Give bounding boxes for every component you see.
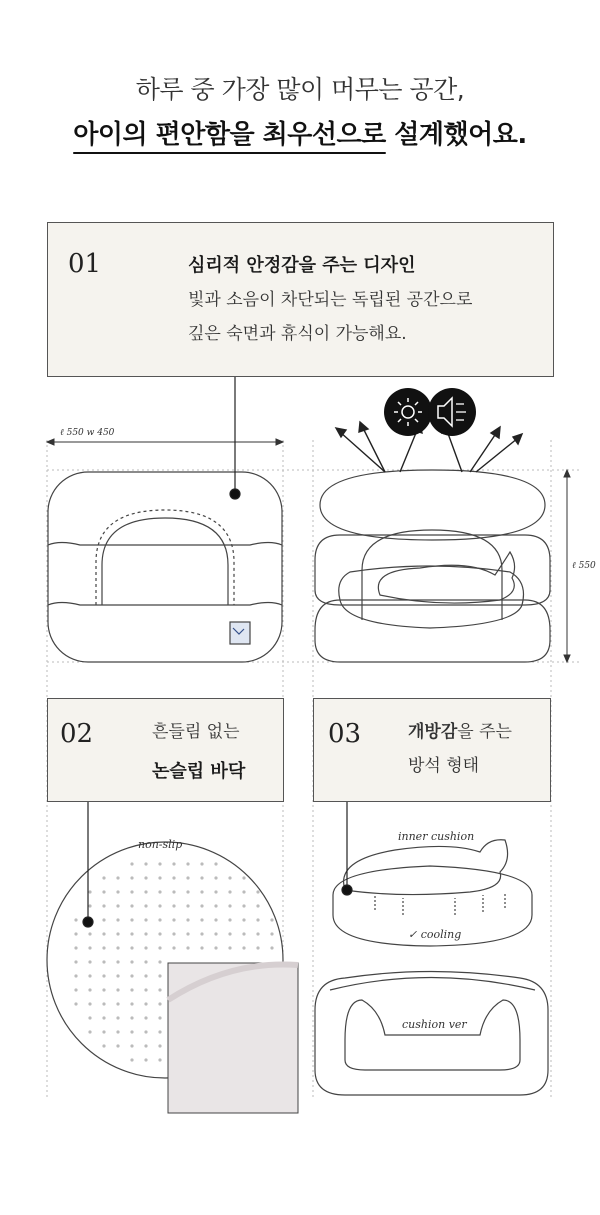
mat-dot — [200, 904, 203, 907]
mat-dot — [74, 918, 77, 921]
headline-line1: 하루 중 가장 많이 머무는 공간, — [135, 75, 465, 104]
cooling-label: ✓ cooling — [408, 928, 462, 941]
mat-dot — [270, 918, 273, 921]
mat-dot — [88, 1030, 91, 1033]
mat-dot — [242, 876, 245, 879]
mat-dot — [172, 904, 175, 907]
mat-dot — [116, 876, 119, 879]
mat-dot — [228, 904, 231, 907]
mat-dot — [200, 876, 203, 879]
mat-dot — [256, 946, 259, 949]
mat-dot — [256, 932, 259, 935]
mat-dot — [200, 932, 203, 935]
mat-dot — [158, 1044, 161, 1047]
feature-number: 01 — [68, 249, 102, 279]
mat-dot — [256, 890, 259, 893]
mat-dot — [186, 946, 189, 949]
cushion-ver-label: cushion ver — [402, 1018, 467, 1031]
mat-dot — [256, 918, 259, 921]
headline-rest-text: 설계했어요. — [385, 120, 527, 150]
feature-box-02 — [47, 698, 284, 802]
mat-dot — [214, 918, 217, 921]
mat-dot — [186, 918, 189, 921]
feature-box-03 — [313, 698, 551, 802]
mat-dot — [130, 946, 133, 949]
mat-dot — [158, 932, 161, 935]
mat-dot — [130, 1030, 133, 1033]
mat-dot — [172, 876, 175, 879]
mat-dot — [116, 1016, 119, 1019]
mat-dot — [88, 932, 91, 935]
mat-dot — [88, 1016, 91, 1019]
non-slip-mat — [47, 842, 298, 1113]
mat-dot — [242, 890, 245, 893]
mat-dot — [102, 932, 105, 935]
non-slip-label: non-slip — [138, 838, 183, 851]
mat-dot — [144, 876, 147, 879]
mat-dot — [88, 1002, 91, 1005]
headline-underlined-text: 아이의 편안함을 최우선으로 — [73, 120, 386, 150]
mat-dot — [116, 988, 119, 991]
mat-dot — [158, 1016, 161, 1019]
sun-icon — [384, 388, 432, 436]
mat-dot — [102, 890, 105, 893]
mat-dot — [172, 932, 175, 935]
mat-dot — [144, 1044, 147, 1047]
mat-dot — [116, 1044, 119, 1047]
leader-line-01 — [230, 377, 240, 499]
mat-dot — [144, 960, 147, 963]
mat-dot — [158, 974, 161, 977]
mat-dot — [200, 890, 203, 893]
mat-dot — [74, 988, 77, 991]
mat-dot — [228, 876, 231, 879]
cushion-bed-open — [315, 972, 548, 1096]
mat-dot — [270, 946, 273, 949]
mat-dot — [144, 988, 147, 991]
mat-dot — [144, 1016, 147, 1019]
mat-dot — [74, 1002, 77, 1005]
width-dimension-line — [47, 439, 283, 445]
mat-dot — [130, 876, 133, 879]
mat-dot — [228, 890, 231, 893]
mat-dot — [158, 876, 161, 879]
mat-dot — [270, 932, 273, 935]
mat-dot — [130, 1016, 133, 1019]
feature-box-01 — [47, 222, 554, 377]
mat-dot — [130, 862, 133, 865]
feature-title-line2: 방석 형태 — [408, 756, 480, 776]
mat-dot — [116, 904, 119, 907]
mat-dot — [88, 960, 91, 963]
mat-dot — [116, 918, 119, 921]
mat-dot — [116, 932, 119, 935]
mat-dot — [158, 904, 161, 907]
mat-dot — [116, 960, 119, 963]
mat-dot — [200, 862, 203, 865]
feature-desc-line2: 깊은 숙면과 휴식이 가능해요. — [188, 324, 407, 344]
height-dimension-line — [564, 470, 570, 662]
mat-dot — [144, 932, 147, 935]
mat-dot — [74, 932, 77, 935]
mat-dot — [214, 876, 217, 879]
mat-dot — [186, 904, 189, 907]
mat-dot — [102, 946, 105, 949]
mat-dot — [158, 960, 161, 963]
mat-dot — [158, 1002, 161, 1005]
mat-dot — [214, 862, 217, 865]
mat-dot — [130, 988, 133, 991]
mat-dot — [102, 974, 105, 977]
bed-side-view — [315, 470, 550, 662]
mat-dot — [172, 918, 175, 921]
mat-dot — [242, 918, 245, 921]
feature-title-rest: 을 주는 — [457, 722, 512, 742]
mat-dot — [88, 904, 91, 907]
mat-dot — [158, 890, 161, 893]
mat-dot — [116, 890, 119, 893]
mat-dot — [158, 918, 161, 921]
mat-dot — [200, 918, 203, 921]
mat-dot — [144, 974, 147, 977]
mat-dot — [242, 904, 245, 907]
feature-title-bold: 개방감 — [408, 722, 458, 742]
speaker-muted-icon — [428, 388, 476, 436]
mat-dot — [130, 918, 133, 921]
mat-dot — [228, 946, 231, 949]
mat-dot — [130, 1044, 133, 1047]
mat-dot — [102, 1016, 105, 1019]
mat-dot — [130, 932, 133, 935]
mat-dot — [214, 946, 217, 949]
mat-dot — [74, 960, 77, 963]
mat-dot — [130, 1058, 133, 1061]
mat-dot — [88, 988, 91, 991]
inner-cushion-label: inner cushion — [398, 830, 475, 843]
mat-dot — [116, 1002, 119, 1005]
mat-dot — [102, 1044, 105, 1047]
mat-dot — [130, 974, 133, 977]
mat-dot — [144, 946, 147, 949]
mat-dot — [256, 904, 259, 907]
mat-dot — [144, 1030, 147, 1033]
mat-dot — [172, 890, 175, 893]
mat-dot — [102, 988, 105, 991]
mat-dot — [144, 890, 147, 893]
mat-dot — [158, 1058, 161, 1061]
mat-dot — [144, 1058, 147, 1061]
mat-dot — [214, 904, 217, 907]
mat-dot — [130, 960, 133, 963]
height-dimension-label: ℓ 550 — [572, 561, 596, 571]
mat-dot — [102, 876, 105, 879]
mat-dot — [102, 904, 105, 907]
mat-dot — [130, 1002, 133, 1005]
width-dimension-label: ℓ 550 w 450 — [60, 428, 115, 438]
bed-front-view — [48, 472, 282, 662]
feature-title-line1 — [408, 715, 512, 749]
feature-title: 심리적 안정감을 주는 디자인 — [188, 255, 416, 276]
mat-dot — [102, 1002, 105, 1005]
mat-dot — [130, 904, 133, 907]
mat-dot — [228, 918, 231, 921]
feature-number: 03 — [328, 719, 362, 749]
mat-dot — [144, 862, 147, 865]
mat-dot — [186, 932, 189, 935]
mat-dot — [102, 960, 105, 963]
feature-number: 02 — [60, 719, 94, 749]
mat-dot — [242, 932, 245, 935]
mat-dot — [74, 946, 77, 949]
feature-title-line1: 흔들림 없는 — [152, 722, 240, 742]
mat-dot — [214, 932, 217, 935]
mat-dot — [144, 918, 147, 921]
mat-dot — [102, 918, 105, 921]
mat-dot — [172, 862, 175, 865]
mat-dot — [130, 890, 133, 893]
mat-dot — [242, 946, 245, 949]
mat-dot — [186, 862, 189, 865]
mat-dot — [116, 946, 119, 949]
feature-title-line2: 논슬립 바닥 — [152, 761, 246, 782]
mat-dot — [172, 946, 175, 949]
mat-dot — [88, 974, 91, 977]
mat-dot — [116, 974, 119, 977]
mat-dot — [158, 946, 161, 949]
mat-dot — [144, 1002, 147, 1005]
mat-dot — [88, 890, 91, 893]
mat-dot — [186, 890, 189, 893]
mat-dot — [228, 932, 231, 935]
light-block-rays — [336, 422, 522, 472]
mat-dot — [214, 890, 217, 893]
mat-dot — [116, 1030, 119, 1033]
mat-dot — [200, 946, 203, 949]
mat-dot — [144, 904, 147, 907]
mat-dot — [102, 1030, 105, 1033]
mat-dot — [88, 946, 91, 949]
mat-dot — [158, 1030, 161, 1033]
mat-dot — [186, 876, 189, 879]
mat-dot — [74, 974, 77, 977]
mat-dot — [158, 862, 161, 865]
feature-desc-line1: 빛과 소음이 차단되는 독립된 공간으로 — [188, 290, 473, 310]
mat-dot — [158, 988, 161, 991]
